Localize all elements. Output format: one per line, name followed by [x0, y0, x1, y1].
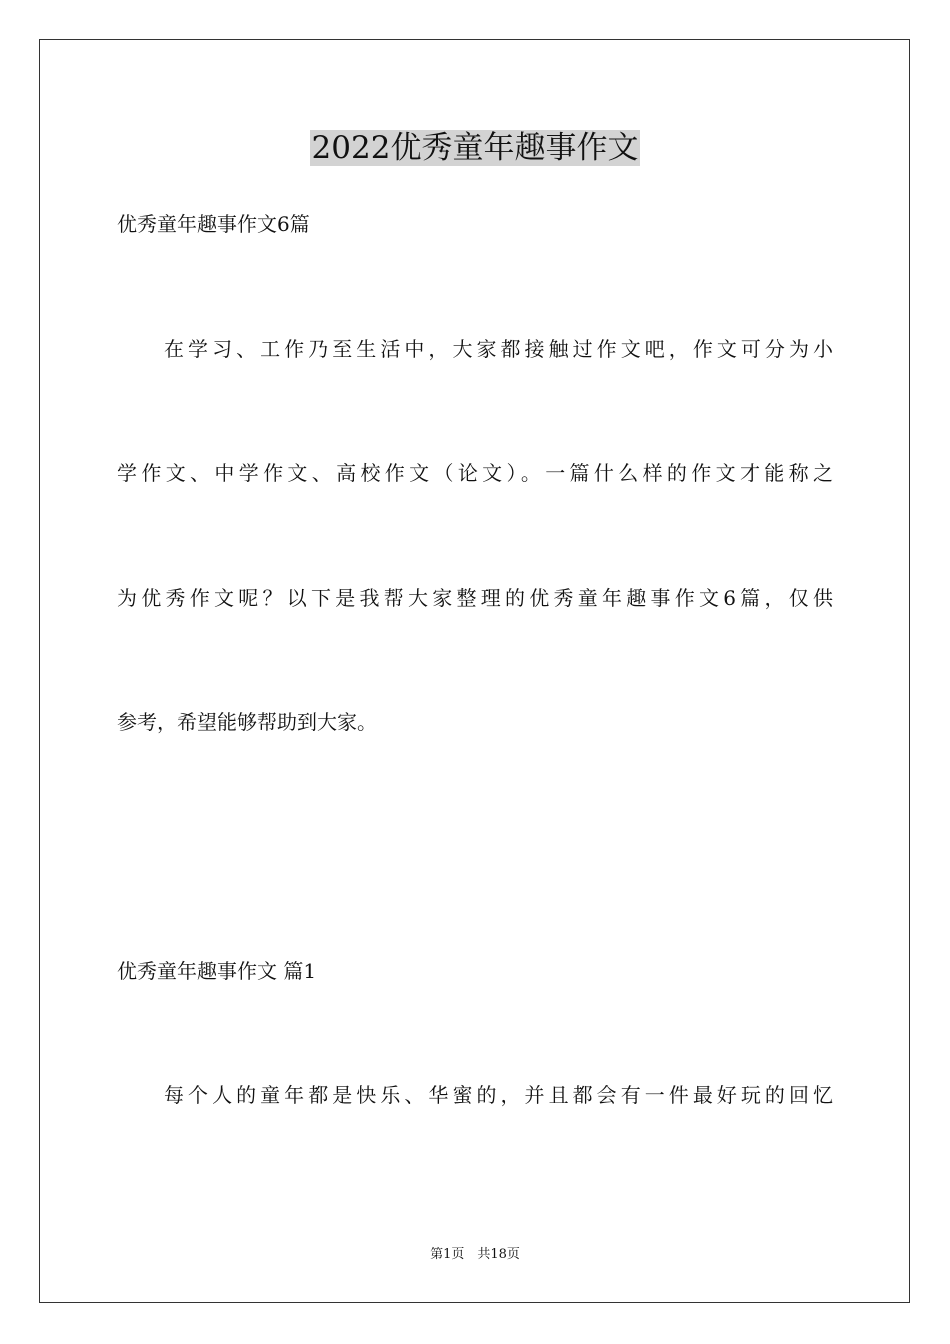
intro-line-4: 参考，希望能够帮助到大家。 [117, 710, 377, 734]
intro-line-2: 学作文、中学作文、高校作文（论文）。一篇什么样的作文才能称之 [117, 461, 833, 485]
intro-line-1: 在学习、工作乃至生活中，大家都接触过作文吧，作文可分为小 [164, 337, 833, 361]
document-subtitle: 优秀童年趣事作文6篇 [117, 212, 310, 236]
page-number-footer: 第1页 共18页 [430, 1247, 520, 1262]
intro-line-3: 为优秀作文呢？以下是我帮大家整理的优秀童年趣事作文6篇，仅供 [117, 586, 833, 610]
section-heading: 优秀童年趣事作文 篇1 [117, 959, 317, 983]
document-title [0, 128, 950, 168]
section-line-1: 每个人的童年都是快乐、华蜜的，并且都会有一件最好玩的回忆 [164, 1083, 833, 1107]
document-title-text: 2022优秀童年趣事作文 [311, 130, 639, 166]
